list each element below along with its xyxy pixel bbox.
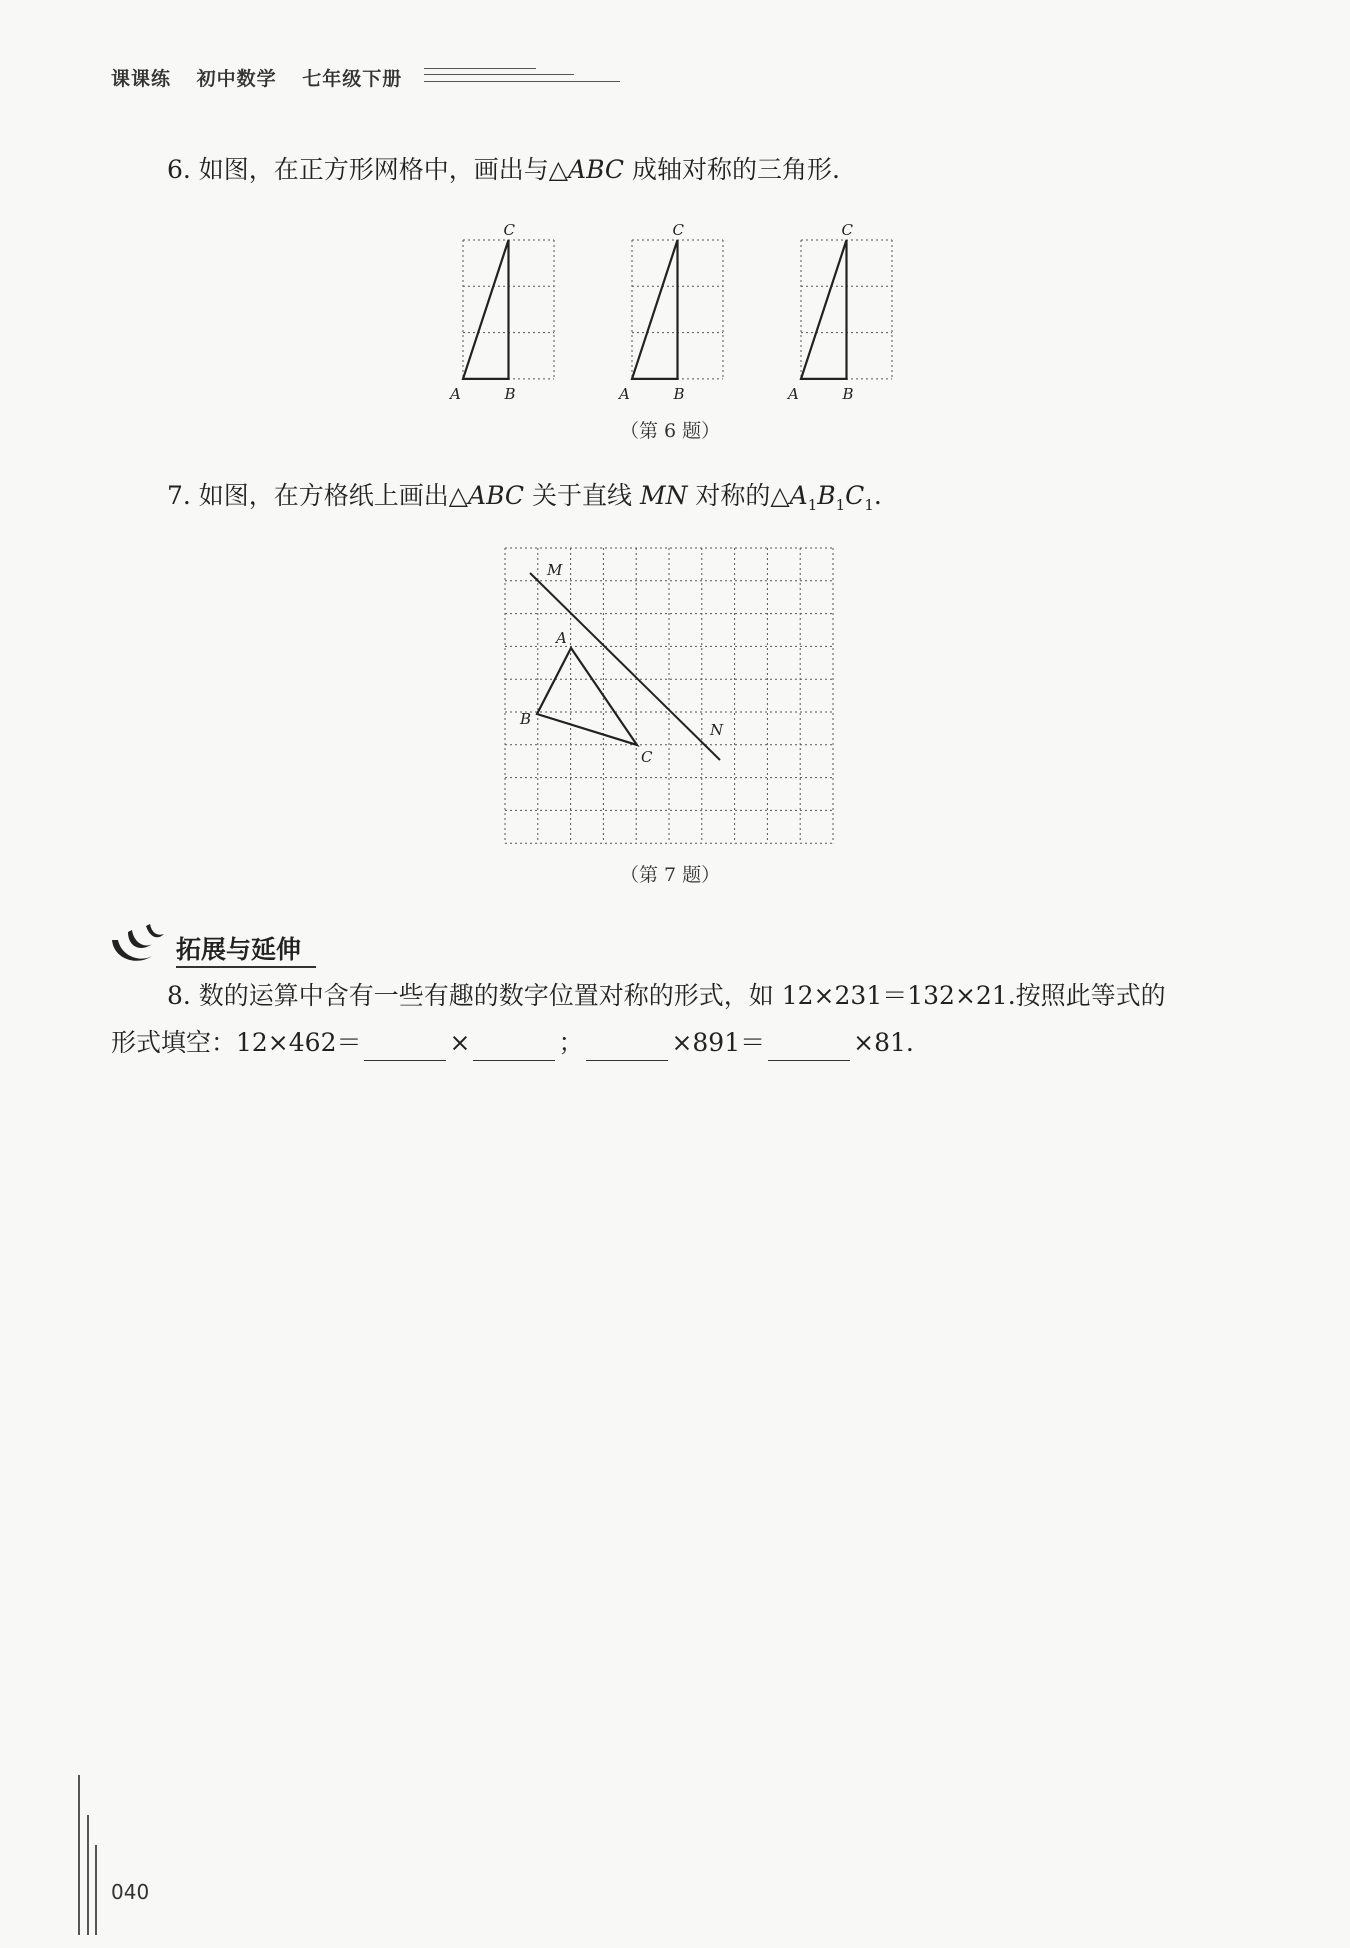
- answer-blank-4[interactable]: [768, 1034, 850, 1061]
- answer-blank-2[interactable]: [473, 1034, 555, 1061]
- section-underline: [176, 966, 316, 968]
- question-6-figure: [0, 0, 1350, 420]
- series-name: 课课练: [111, 68, 172, 90]
- grade-name: 七年级下册: [302, 68, 403, 90]
- label-c: C: [503, 221, 515, 239]
- q6-grid-3: [786, 221, 892, 403]
- label-a: A: [788, 384, 799, 403]
- triangle-abc: [463, 240, 509, 379]
- section-swoosh-icon: [108, 922, 168, 972]
- label-b: B: [504, 384, 516, 403]
- q6-grid-1: [448, 221, 554, 403]
- triangle-abc: [801, 240, 847, 379]
- label-a: A: [556, 629, 567, 647]
- label-n: N: [710, 721, 724, 739]
- label-b: B: [842, 384, 854, 403]
- question-8-line-1: 8. 数的运算中含有一些有趣的数字位置对称的形式，如 12×231＝132×21.按照此等式的: [167, 981, 1166, 1010]
- label-b: B: [673, 384, 685, 403]
- label-a: A: [450, 384, 461, 403]
- subject-name: 初中数学: [196, 68, 277, 90]
- label-c: C: [841, 221, 853, 239]
- question-7-text: 7. 如图，在方格纸上画出△ABC 关于直线 MN 对称的$\triangle A_1B_1C_1$.: [167, 481, 882, 514]
- label-c: C: [672, 221, 684, 239]
- label-a: A: [619, 384, 630, 403]
- page-number: 040: [111, 1880, 150, 1904]
- section-title: 拓展与延伸: [176, 935, 302, 964]
- q6-grid-2: [617, 221, 723, 403]
- label-m: M: [547, 561, 563, 579]
- answer-blank-1[interactable]: [364, 1034, 446, 1061]
- label-b: B: [520, 710, 532, 728]
- question-6-text: 6. 如图，在正方形网格中，画出与△ABC 成轴对称的三角形.: [167, 155, 840, 184]
- question-8-line-2: 形式填空：12×462＝ × ； ×891＝ ×81.: [111, 1025, 914, 1061]
- answer-blank-3[interactable]: [586, 1034, 668, 1061]
- triangle-abc: [632, 240, 678, 379]
- question-7-caption: （第 7 题）: [620, 864, 721, 886]
- question-6-caption: （第 6 题）: [620, 420, 721, 442]
- label-c: C: [641, 748, 653, 766]
- line-mn: [530, 573, 720, 760]
- question-7-figure: [480, 540, 840, 860]
